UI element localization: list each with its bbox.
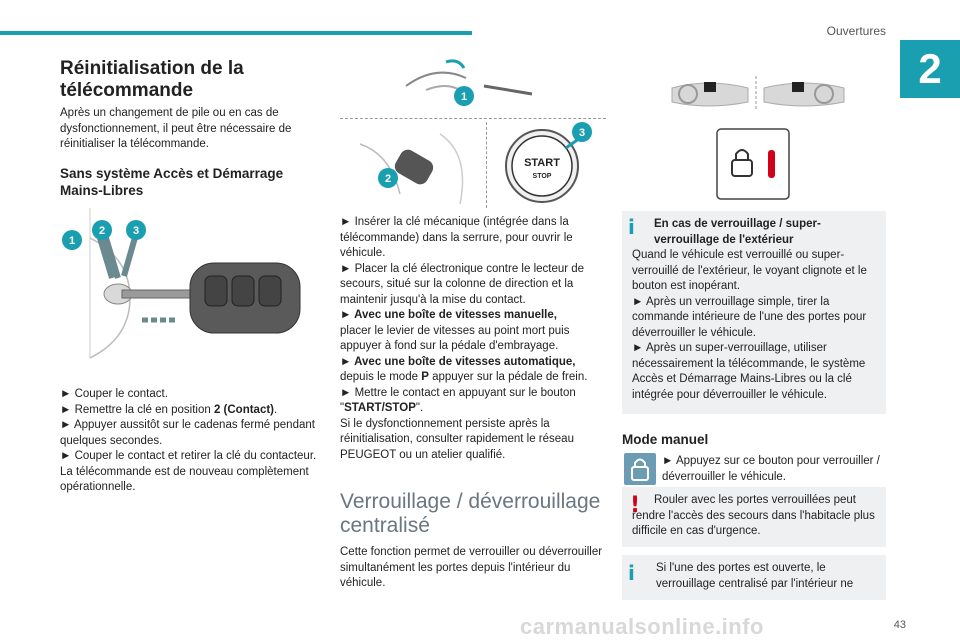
subsection-title: Sans système Accès et Démarrage Mains-Libres [60,166,284,198]
keyless-reset-steps [340,215,606,463]
step-text: ► Remettre la clé en position 2 (Contact). [60,403,278,416]
mechanical-key-illustration [396,56,546,108]
reset-steps [60,387,326,496]
step-text: Si le dysfonctionnement persiste après la réinitialisation, consulter rapidement le réseau PEUGEOT ou un atelier qualifié. [340,417,574,461]
info-title: En cas de verrouillage / super-verrouillage de l'extérieur [654,218,821,246]
central-lock-button-illustration [716,128,790,200]
info-mark: i [628,215,635,239]
dashboard-location-illustration [668,74,848,112]
figure-divider-vertical [486,122,487,208]
manual-mode-text: ► Appuyez sur ce bouton pour verrouiller / déverrouiller le véhicule. [662,455,880,483]
figure-divider [340,118,606,119]
warning-mark: ! [630,493,641,518]
info-mark: i [628,561,635,585]
key-reset-illustration [60,208,310,378]
figure-label-1: 1 [68,235,76,247]
section-intro: Après un changement de pile ou en cas de dysfonctionnement, il peut être nécessaire de réinitialiser la télécommande. [60,107,292,150]
info-box-open-door [622,555,886,600]
warning-box [622,487,886,547]
section-title: Réinitialisation de la télécommande [60,58,244,101]
subsection-title: Mode manuel [622,432,709,447]
figure-label-3: 3 [132,225,140,237]
stop-label: STOP [532,173,552,180]
step-text: ► Placer la clé électronique contre le lecteur de secours, situé sur la colonne de direction et la maintenir jusqu'à la mise du contact. [340,262,585,306]
figure-label-2: 2 [98,225,106,237]
warning-text: Rouler avec les portes verrouillées peut rendre l'accès des secours dans l'habitacle plus difficile en cas d'urgence. [632,494,875,537]
step-text: ► Mettre le contact en appuyant sur le bouton "START/STOP". [340,386,576,414]
chapter-title: Ouvertures [826,24,886,38]
step-text: depuis le mode P appuyer sur la pédale de frein. [340,371,588,383]
watermark: carmanualsonline.info [520,614,764,639]
padlock-button-icon [624,453,656,485]
section-intro: Cette fonction permet de verrouiller ou déverrouiller simultanément les portes depuis l'intérieur du véhicule. [340,546,603,589]
chapter-number: 2 [918,45,942,92]
emergency-reader-illustration [350,124,480,210]
step-text: ► Insérer la clé mécanique (intégrée dans la télécommande) dans la serrure, pour ouvrir le véhicule. [340,216,573,259]
start-label: START [524,157,560,169]
section-title-large: Verrouillage / déverrouillage centralisé [340,490,601,537]
header-accent-bar [0,31,472,35]
info-text: Quand le véhicule est verrouillé ou super-verrouillé de l'extérieur, le voyant clignote et le bouton est inopérant. [632,249,867,292]
step-text: ► Couper le contact et retirer la clé du contacteur. [60,450,317,462]
info-box-exterior-locking [622,211,886,414]
figure-label-3: 3 [578,127,586,139]
step-text: ► Appuyer aussitôt sur le cadenas fermé pendant quelques secondes. [60,419,315,447]
step-text: ► Couper le contact. [60,388,168,400]
chapter-number-tab [900,40,960,98]
step-text: ► Avec une boîte de vitesses automatique, [340,355,576,368]
page-number: 43 [893,619,906,631]
info-text: Si l'une des portes est ouverte, le verrouillage centralisé par l'intérieur ne [656,562,854,590]
start-stop-button-illustration [500,122,600,208]
step-text: placer le levier de vitesses au point mort puis appuyer à fond sur la pédale d'embrayage. [340,324,570,352]
step-text: La télécommande est de nouveau complètement opérationnelle. [60,465,309,493]
info-text: ► Après un verrouillage simple, tirer la commande intérieure de l'une des portes pour déverrouiller le véhicule. [632,295,867,339]
step-text: ► Avec une boîte de vitesses manuelle, [340,309,557,321]
figure-label-1: 1 [460,91,468,103]
footer [0,606,960,640]
figure-label-2: 2 [384,173,392,185]
info-text: ► Après un super-verrouillage, utiliser nécessairement la télécommande, le système Accès et Démarrage Mains-Libres ou la clé intégrée pour déverrouiller le véhicule. [632,342,866,401]
